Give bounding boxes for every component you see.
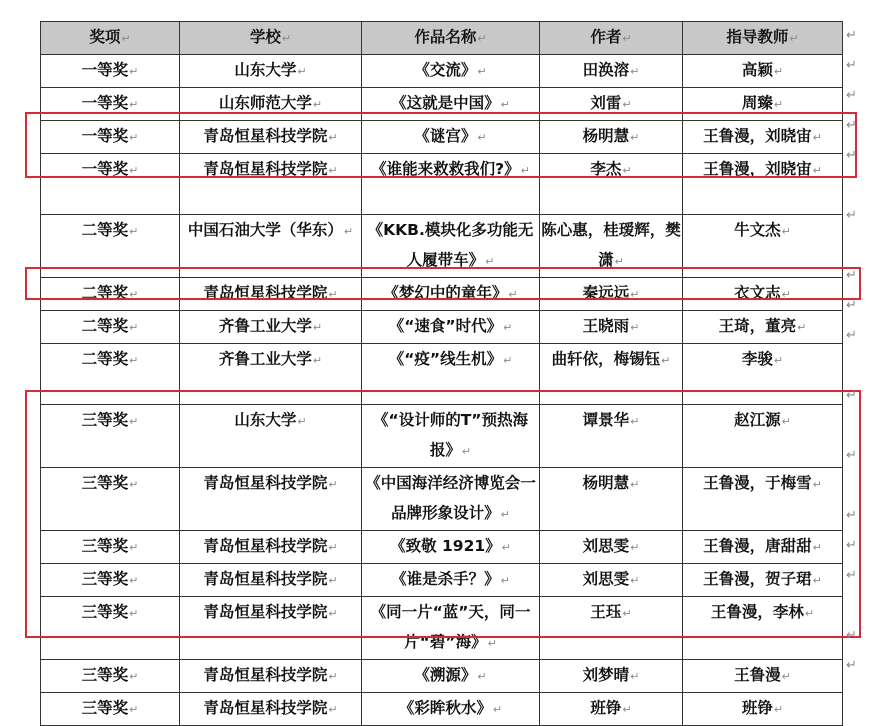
cell-school: 青岛恒星科技学院↵: [180, 597, 362, 660]
cell-work-title: 《这就是中国》↵: [362, 88, 540, 121]
cell-work-title: 《谜宫》↵: [362, 121, 540, 154]
table-row: [41, 693, 843, 726]
row-end-mark: ↵: [846, 508, 857, 523]
row-end-mark: ↵: [846, 658, 857, 673]
cell-school: 齐鲁工业大学↵: [180, 311, 362, 344]
cell-author: 刘梦晴↵: [540, 660, 683, 693]
cell-award: 三等奖↵: [41, 693, 180, 726]
cell-work-title: 《“设计师的T”预热海报》↵: [362, 405, 540, 468]
row-end-mark: ↵: [846, 388, 857, 403]
cell-school: 山东大学↵: [180, 405, 362, 468]
cell-school: 青岛恒星科技学院↵: [180, 468, 362, 531]
cell-author: 谭景华↵: [540, 405, 683, 468]
table-row: [41, 660, 843, 693]
cell-award: 一等奖↵: [41, 121, 180, 154]
cell-work-title: 《“速食”时代》↵: [362, 311, 540, 344]
row-end-mark: ↵: [846, 448, 857, 463]
cell-school: 青岛恒星科技学院↵: [180, 531, 362, 564]
cell-award: 三等奖↵: [41, 468, 180, 531]
row-end-mark: ↵: [846, 628, 857, 643]
row-end-mark: ↵: [846, 148, 857, 163]
header-school: 学校↵: [180, 22, 362, 55]
header-award: 奖项↵: [41, 22, 180, 55]
row-end-mark: ↵: [846, 328, 857, 343]
row-end-mark: ↵: [846, 268, 857, 283]
cell-award: 三等奖↵: [41, 660, 180, 693]
table-row: [41, 278, 843, 311]
table-row: [41, 311, 843, 344]
cell-advisor: 王鲁漫，唐甜甜↵: [683, 531, 843, 564]
row-end-mark: ↵: [846, 118, 857, 133]
cell-advisor: 王鲁漫，刘晓宙↵: [683, 121, 843, 154]
header-author: 作者↵: [540, 22, 683, 55]
cell-award: 三等奖↵: [41, 405, 180, 468]
cell-award: 一等奖↵: [41, 154, 180, 215]
cell-advisor: 牛文杰↵: [683, 215, 843, 278]
cell-school: 山东大学↵: [180, 55, 362, 88]
table-row: [41, 531, 843, 564]
cell-school: 中国石油大学（华东）↵: [180, 215, 362, 278]
cell-award: 二等奖↵: [41, 311, 180, 344]
row-end-mark: ↵: [846, 538, 857, 553]
cell-author: 秦远远↵: [540, 278, 683, 311]
cell-author: 班铮↵: [540, 693, 683, 726]
row-end-mark: ↵: [846, 58, 857, 73]
cell-advisor: 李骏↵: [683, 344, 843, 405]
table-row: [41, 468, 843, 531]
cell-author: 王晓雨↵: [540, 311, 683, 344]
cell-author: 曲轩依，梅锡钰↵: [540, 344, 683, 405]
row-end-mark: ↵: [846, 28, 857, 43]
cell-advisor: 班铮↵: [683, 693, 843, 726]
cell-advisor: 王鲁漫，李林↵: [683, 597, 843, 660]
cell-advisor: 赵江源↵: [683, 405, 843, 468]
cell-work-title: 《谁能来救救我们?》↵: [362, 154, 540, 215]
table-row: [41, 121, 843, 154]
cell-school: 青岛恒星科技学院↵: [180, 121, 362, 154]
table-row: [41, 564, 843, 597]
cell-work-title: 《梦幻中的童年》↵: [362, 278, 540, 311]
row-end-mark: ↵: [846, 208, 857, 223]
cell-award: 三等奖↵: [41, 531, 180, 564]
cell-award: 三等奖↵: [41, 597, 180, 660]
cell-work-title: 《KKB.模块化多功能无人履带车》↵: [362, 215, 540, 278]
table-row: [41, 55, 843, 88]
cell-work-title: 《同一片“蓝”天，同一片“碧”海》↵: [362, 597, 540, 660]
cell-advisor: 周臻↵: [683, 88, 843, 121]
cell-school: 齐鲁工业大学↵: [180, 344, 362, 405]
cell-advisor: 王鲁漫，于梅雪↵: [683, 468, 843, 531]
cell-work-title: 《交流》↵: [362, 55, 540, 88]
cell-award: 二等奖↵: [41, 344, 180, 405]
cell-school: 青岛恒星科技学院↵: [180, 278, 362, 311]
table-row: [41, 344, 843, 405]
row-end-mark: ↵: [846, 298, 857, 313]
cell-author: 刘思雯↵: [540, 564, 683, 597]
table-row: [41, 597, 843, 660]
cell-author: 刘雷↵: [540, 88, 683, 121]
cell-school: 青岛恒星科技学院↵: [180, 564, 362, 597]
cell-advisor: 王琦，董亮↵: [683, 311, 843, 344]
cell-work-title: 《谁是杀手？》↵: [362, 564, 540, 597]
cell-author: 李杰↵: [540, 154, 683, 215]
row-end-mark: ↵: [846, 568, 857, 583]
cell-school: 青岛恒星科技学院↵: [180, 693, 362, 726]
cell-school: 山东师范大学↵: [180, 88, 362, 121]
cell-work-title: 《彩眸秋水》↵: [362, 693, 540, 726]
cell-work-title: 《溯源》↵: [362, 660, 540, 693]
header-row: [41, 22, 843, 55]
table-row: [41, 154, 843, 215]
cell-author: 王珏↵: [540, 597, 683, 660]
cell-advisor: 高颖↵: [683, 55, 843, 88]
cell-author: 田涣溶↵: [540, 55, 683, 88]
cell-award: 三等奖↵: [41, 564, 180, 597]
cell-author: 刘思雯↵: [540, 531, 683, 564]
cell-author: 杨明慧↵: [540, 121, 683, 154]
cell-award: 一等奖↵: [41, 55, 180, 88]
table-row: [41, 405, 843, 468]
award-table: [40, 21, 843, 726]
cell-author: 杨明慧↵: [540, 468, 683, 531]
cell-award: 二等奖↵: [41, 278, 180, 311]
cell-advisor: 王鲁漫，刘晓宙↵: [683, 154, 843, 215]
cell-advisor: 王鲁漫↵: [683, 660, 843, 693]
header-advisor: 指导教师↵: [683, 22, 843, 55]
cell-author: 陈心惠，桂瑷辉，樊潇↵: [540, 215, 683, 278]
cell-work-title: 《致敬 1921》↵: [362, 531, 540, 564]
cell-school: 青岛恒星科技学院↵: [180, 154, 362, 215]
table-row: [41, 215, 843, 278]
cell-advisor: 王鲁漫，贺子珺↵: [683, 564, 843, 597]
cell-school: 青岛恒星科技学院↵: [180, 660, 362, 693]
cell-award: 二等奖↵: [41, 215, 180, 278]
header-work-title: 作品名称↵: [362, 22, 540, 55]
cell-work-title: 《“疫”线生机》↵: [362, 344, 540, 405]
row-end-mark: ↵: [846, 88, 857, 103]
cell-award: 一等奖↵: [41, 88, 180, 121]
table-row: [41, 88, 843, 121]
cell-work-title: 《中国海洋经济博览会一品牌形象设计》↵: [362, 468, 540, 531]
cell-advisor: 衣文志↵: [683, 278, 843, 311]
